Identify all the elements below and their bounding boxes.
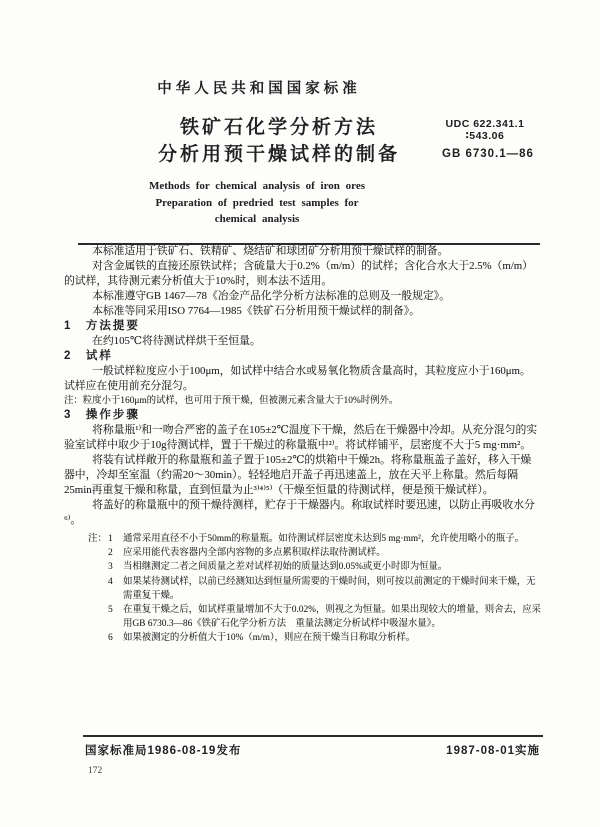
english-title-line2: Preparation of predried test samples for [155,196,359,209]
note-number: 3 [108,562,113,573]
udc-line1: UDC 622.341.1 [445,118,525,130]
section-2-heading: 2 试样 [64,350,113,362]
note-number: 1 [108,534,113,544]
note-number: 5 [108,605,113,616]
note-text: 在重复干燥之后，如试样重量增加不大于0.02%，则视之为恒量。如果出现较大的增量，则舍去，应采用GB 6730.3—86《铁矿石化学分析方法 重量法测定分析试样中吸湿水量》。 [123,605,541,630]
doc-title-line1: 铁矿石化学分析方法 [179,117,378,138]
note-item-6 [108,631,541,645]
intro-paragraph-2: 对含金属铁的直接还原铁试样；含硫量大于0.2%（m/m）的试样；含化合水大于2.5%（m/m）的试样，其待测元素分析值大于10%时，则本法不适用。 [64,260,533,287]
note-number: 2 [108,548,113,559]
section-3-paragraph-3: 将盖好的称量瓶中的预干燥待测样，贮存于干燥器内。称取试样时要迅速，以防止再吸收水分⁶⁾。 [64,499,535,526]
note-item-5 [108,603,541,631]
english-title-line3: chemical analysis [214,213,300,225]
standard-code: GB 6730.1—86 [442,148,534,160]
section-2-note: 注：粒度小于160μm的试样，也可用于预干燥，但被测元素含量大于10%时例外。 [64,396,399,406]
page-number: 172 [88,766,103,776]
intro-paragraph-4: 本标准等同采用ISO 7764—1985《铁矿石分析用预干燥试样的制备》。 [92,305,420,317]
note-text: 通常采用直径不小于50mm的称量瓶。如待测试样层密度未达到5 mg·mm²，允许使用略小的瓶子。 [123,534,524,544]
section-1-heading: 1 方法提要 [64,320,140,332]
note-number: 6 [108,633,113,644]
intro-paragraph-3: 本标准遵守GB 1467—78《冶金产品化学分析方法标准的总则及一般规定》。 [92,290,450,302]
note-item-3 [108,560,541,574]
doc-title-line2: 分析用预干燥试样的制备 [157,144,400,165]
udc-number [428,118,542,142]
section-3-paragraph-2: 将装有试样敞开的称量瓶和盖子置于105±2℃的烘箱中干燥2h。将称量瓶盖子盖好，移入干燥器中，冷却至室温（约需20～30min）。轻轻地启开盖子再迅速盖上，放在天平上称量。然后每隔25min再重复干燥和称量，直到恒量为止³⁾⁴⁾⁵⁾（干燥至恒量的待测试样，便是预干燥试样）。 [64,454,532,496]
section-3-heading: 3 操作步骤 [64,409,140,421]
note-number: 4 [108,576,113,587]
standard-label: 中华人民共和国国家标准 [157,81,361,97]
note-text: 如果被测定的分析值大于10%（m/m），则应在预干燥当日称取分析样。 [123,633,416,644]
footer-implemented-date: 1987-08-01实施 [446,745,540,757]
section-2-body: 一般试样粒度应小于100μm，如试样中结合水或易氧化物质含量高时，其粒度应小于160μm。试样应在使用前充分混匀。 [64,365,531,392]
footer-divider [83,735,543,737]
document-body [64,244,541,646]
footer-issued-date: 国家标准局1986-08-19发布 [85,745,242,757]
udc-line2: ∶543.06 [465,130,505,142]
intro-paragraph-1: 本标准适用于铁矿石、铁精矿、烧结矿和球团矿分析用预干燥试样的制备。 [92,245,449,257]
note-text: 应采用能代表容器内全部内容物的多点累积取样法取待测试样。 [123,548,386,559]
note-item-2 [108,546,541,560]
note-item-1 [108,532,541,546]
note-text: 如果某待测试样，以前已经测知达到恒量所需要的干燥时间，则可按以前测定的干燥时间来干燥，无需重复干燥。 [123,576,536,601]
notes-label: 注： [88,534,107,544]
section-3-notes [64,532,541,646]
note-text: 当相继测定二者之间质量之差对试样初始的质量达到0.05%或更小时即为恒量。 [123,562,448,573]
english-title [56,178,458,228]
english-title-line1: Methods for chemical analysis of iron ores [149,180,365,192]
section-1-body: 在约105℃将待测试样烘干至恒量。 [92,335,261,347]
section-3-paragraph-1: 将称量瓶¹⁾和一吻合严密的盖子在105±2℃温度下干燥，然后在干燥器中冷却。从充分混匀的实验室试样中取少于10g待测试样，置于干燥过的称量瓶中²⁾。将试样铺平，层密度不大于5 mg·mm²。 [64,424,538,451]
note-item-4 [108,575,541,603]
